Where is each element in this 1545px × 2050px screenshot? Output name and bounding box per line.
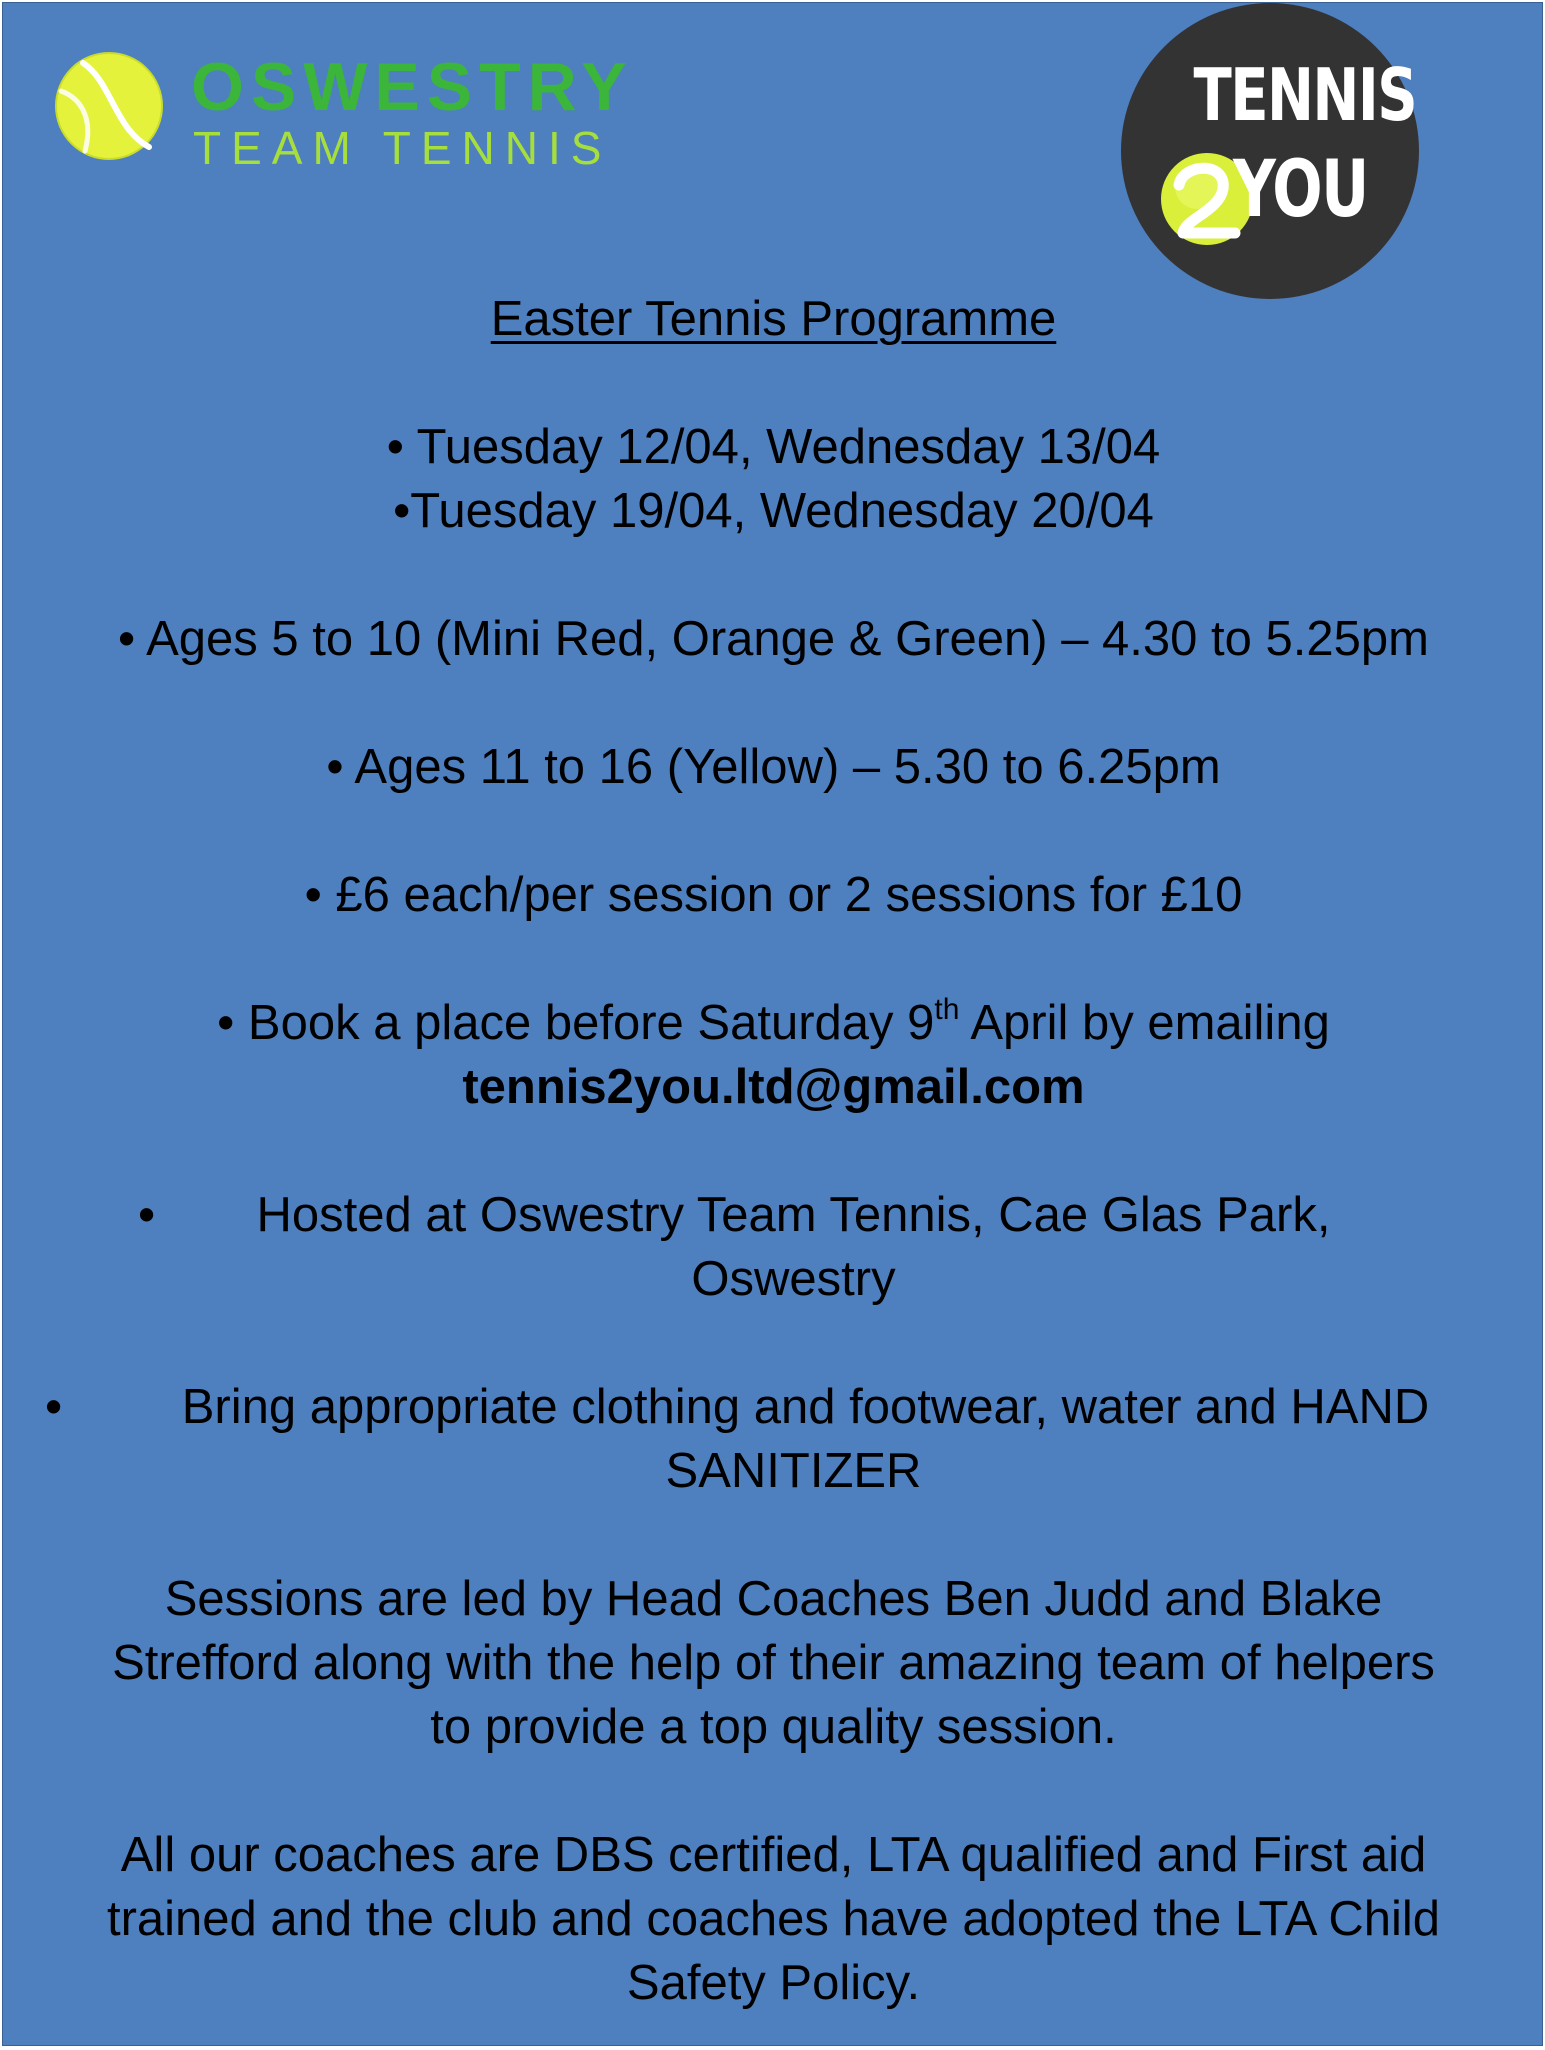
oswestry-logo-subtitle: TEAM TENNIS: [193, 122, 612, 174]
safety-line-3: Safety Policy.: [626, 1956, 921, 2010]
safety-line-2: trained and the club and coaches have adopted the LTA Child: [106, 1892, 1441, 1946]
age-group-senior: • Ages 11 to 16 (Yellow) – 5.30 to 6.25pm: [326, 740, 1221, 794]
oswestry-team-tennis-logo: [53, 49, 673, 174]
booking-text-before: • Book a place before Saturday 9: [217, 996, 935, 1050]
dates-line-1: • Tuesday 12/04, Wednesday 13/04: [386, 420, 1161, 474]
safety-line-1: All our coaches are DBS certified, LTA qualified and First aid: [120, 1828, 1427, 1882]
booking-email[interactable]: tennis2you.ltd@gmail.com: [462, 1060, 1085, 1114]
venue-line-1: [3, 1183, 1543, 1247]
venue-bullet: •: [138, 1188, 156, 1242]
flyer-page: [2, 2, 1543, 2046]
tennis2you-logo-top: TENNIS: [1193, 53, 1417, 137]
dates-line-2: •Tuesday 19/04, Wednesday 20/04: [393, 484, 1154, 538]
tennis2you-logo: [1121, 3, 1419, 299]
booking-text-after: April by emailing: [959, 996, 1330, 1050]
venue-text-1: Hosted at Oswestry Team Tennis, Cae Glas Park,: [256, 1188, 1331, 1242]
venue-line-2: Oswestry: [691, 1252, 896, 1306]
tennis-ball-icon: [53, 51, 165, 161]
age-group-junior: • Ages 5 to 10 (Mini Red, Orange & Green) – 4.30 to 5.25pm: [118, 612, 1429, 666]
price-line: • £6 each/per session or 2 sessions for £10: [304, 868, 1243, 922]
page-title: Easter Tennis Programme: [490, 292, 1057, 346]
tennis2you-logo-bottom: YOU: [1233, 145, 1368, 235]
coaches-line-3: to provide a top quality session.: [430, 1700, 1117, 1754]
coaches-line-2: Strefford along with the help of their amazing team of helpers: [112, 1636, 1435, 1690]
bring-text-1: Bring appropriate clothing and footwear, water and HAND: [181, 1380, 1430, 1434]
booking-line: [3, 991, 1543, 1055]
bring-line-2: SANITIZER: [665, 1444, 922, 1498]
booking-superscript: th: [934, 993, 960, 1026]
coaches-line-1: Sessions are led by Head Coaches Ben Judd and Blake: [164, 1572, 1383, 1626]
oswestry-logo-name: OSWESTRY: [191, 49, 634, 125]
flyer-content: [3, 287, 1543, 2015]
bring-bullet: •: [45, 1380, 63, 1434]
bring-line-1: [3, 1375, 1543, 1439]
